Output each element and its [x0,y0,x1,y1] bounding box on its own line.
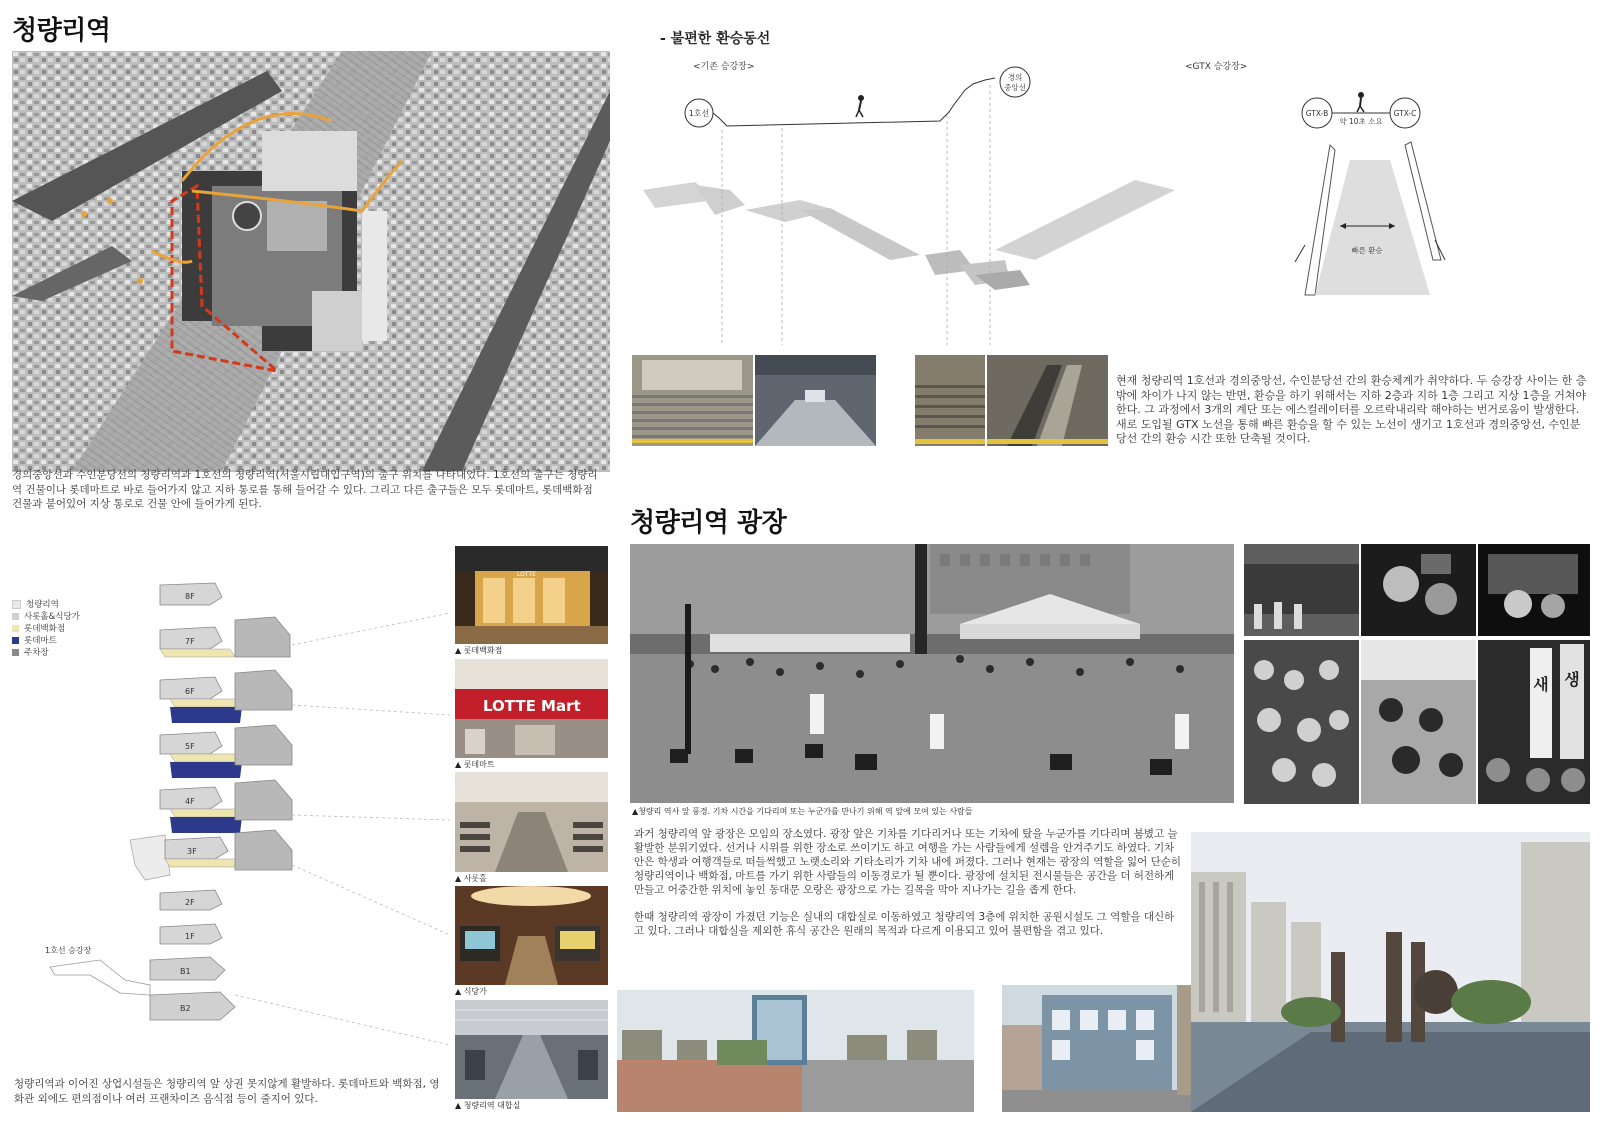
plaza-modern-photo-3 [1191,832,1590,1112]
gtx-platform-label: <GTX 승강장> [1185,62,1248,72]
floor-label: 4F [185,797,195,806]
floor-label: B1 [180,967,191,976]
photo-caption: ▲ 청량리역 대합실 [455,1101,521,1110]
floor-label: 3F [187,847,197,856]
historic-crowd-2 [1361,640,1476,804]
historic-train-2 [1361,544,1476,636]
fast-transfer-label: 빠른 환승 [1351,246,1383,255]
photo-escalator [987,355,1108,446]
floor-label: 8F [185,592,195,601]
transfer-heading: - 불편한 환승동선 [660,31,771,47]
plaza-photo-caption: ▲청량리 역사 앞 풍경. 기차 시간을 기다리며 또는 누군가를 만나기 위해 역 앞에 모여 있는 사람들 [632,807,973,816]
dept-sign: LOTTE [517,571,536,578]
plaza-modern-photo-1 [617,990,974,1112]
photo-stairs-2 [915,355,985,446]
plaza-modern-photo-2 [1002,985,1215,1112]
floor-stack-diagram [30,575,460,1045]
plaza-historic-photo [630,544,1234,803]
photo-dept-store [455,546,608,644]
photo-hall [455,772,608,872]
gtx-b-label: GTX-B [1305,109,1329,118]
aerial-map [12,51,610,472]
legend-swatch [12,649,19,656]
mart-sign: LOTTE Mart [483,697,581,715]
gyeongui-circle-label-1: 경의 [1007,73,1023,82]
line1-circle-label: 1호선 [688,109,710,118]
floor-label: 1F [185,932,195,941]
photo-caption: ▲ 사롯홀 [455,874,487,883]
historic-banners [1478,640,1590,804]
gtx-c-label: GTX-C [1393,109,1417,118]
photo-waiting-hall [455,1000,608,1099]
existing-platform-label: <기존 승강장> [693,62,755,72]
map-caption: 경의중앙선과 수인분당선의 청량리역과 1호선의 청량리역(서울시립대입구역)의 출구 위치를 나타내었다. 1호선의 출구는 청량리역 건물이나 롯데마트로 바로 들어가지 않고 지하 통로를 통해 들어갈 수 있다. 그리고 다른 출구들은 모두 롯데마트, 롯데백화점 건물과 붙어있어 지상 통로로 건물 안에 들어가게 된다. [12,469,598,510]
banner-text-2: 생 [1564,670,1580,689]
legend-swatch [12,637,19,644]
station-title: 청량리역 [12,16,111,46]
legend-item: 청량리역 [12,598,80,610]
legend-swatch [12,613,19,620]
legend-swatch [12,625,19,632]
gyeongui-circle-label-2: 중앙선 [1004,83,1026,92]
photo-mart [455,659,608,758]
transfer-description: 현재 청량리역 1호선과 경의중앙선, 수인분당선 간의 환승체계가 취약하다. 두 승강장 사이는 한 층밖에 차이가 나지 않는 반면, 환승을 하기 위해서는 지하 2층과 지하 1층 그리고 지상 1층을 거쳐야 한다. 그 과정에서 3개의 계단 또는 에스컬레이터를 오르락내리락 해야하는 번거로움이 발생한다. 새로 도입될 GTX 노선을 통해 빠른 환승을 할 수 있는 노선이 생기고 1호선과 경의중앙선, 수인분당선 간의 환승 시간 또한 단축될 것이다. [1116,374,1587,446]
banner-text-1: 새 [1533,675,1549,694]
floor-label: 7F [185,637,195,646]
legend-item: 롯데백화점 [12,622,80,634]
commercial-description: 청량리역과 이어진 상업시설들은 청량리역 앞 상권 못지않게 활발하다. 롯데마트와 백화점, 영화관 외에도 편의점이나 여러 프랜차이즈 음식점 등이 줄지어 있다. [14,1078,440,1105]
photo-food-court [455,886,608,985]
legend-item: 주차장 [12,646,80,658]
legend-swatch [12,600,21,609]
time-note: 약 10초 소요 [1339,117,1383,126]
walker-icon [856,95,864,117]
line1-platform-label: 1호선 승강장 [45,946,92,955]
transfer-diagram [615,50,1600,345]
legend-item: 롯데마트 [12,634,80,646]
plaza-paragraph-2: 한때 청량리역 광장이 가졌던 기능은 실내의 대합실로 이동하였고 청량리역 3층에 위치한 공원시설도 그 역할을 대신하고 있다. 그러나 대합실을 제외한 휴식 공간은 원래의 목적과 다르게 이용되고 있어 불편함을 겪고 있다. [634,911,1175,937]
plaza-paragraph-1: 과거 청량리역 앞 광장은 모임의 장소였다. 광장 앞은 기차를 기다리거나 또는 기차에 탔을 누군가를 기다리며 붐볐고 늘 활발한 분위기였다. 선거나 시위를 위한 장소로 쓰이기도 하고 여행을 가는 사람들에게 설렘을 안겨주기도 하였다. 기차 안은 학생과 여행객들로 떠들썩했고 노랫소리와 기타소리가 기차 내에 퍼졌다. 그러나 현재는 광장의 역할을 잃어 단순히 청량리역이나 백화점, 마트를 가기 위한 사람들의 이동경로가 될 뿐이다. 광장에 설치된 전시물들은 공간을 더 허전하게 만들고 어중간한 위치에 놓인 동대문 오랑은 광장으로 가는 길목을 막아 지나가는 길을 좁게 한다. [634,828,1182,896]
photo-stairs-1 [632,355,753,446]
historic-crowd-1 [1244,640,1359,804]
historic-train-1 [1244,544,1359,636]
floor-label: 5F [185,742,195,751]
floor-label: 2F [185,898,195,907]
floor-label: B2 [180,1004,191,1013]
photo-corridor [755,355,876,446]
gtx-walker-icon [1357,92,1364,112]
photo-caption: ▲ 롯데마트 [455,760,495,769]
floor-label: 6F [185,687,195,696]
photo-caption: ▲ 식당가 [455,987,487,996]
legend-item: 사롯홀&식당가 [12,610,80,622]
historic-train-3 [1478,544,1590,636]
photo-caption: ▲ 롯데백화점 [455,646,503,655]
plaza-title: 청량리역 광장 [630,508,787,538]
